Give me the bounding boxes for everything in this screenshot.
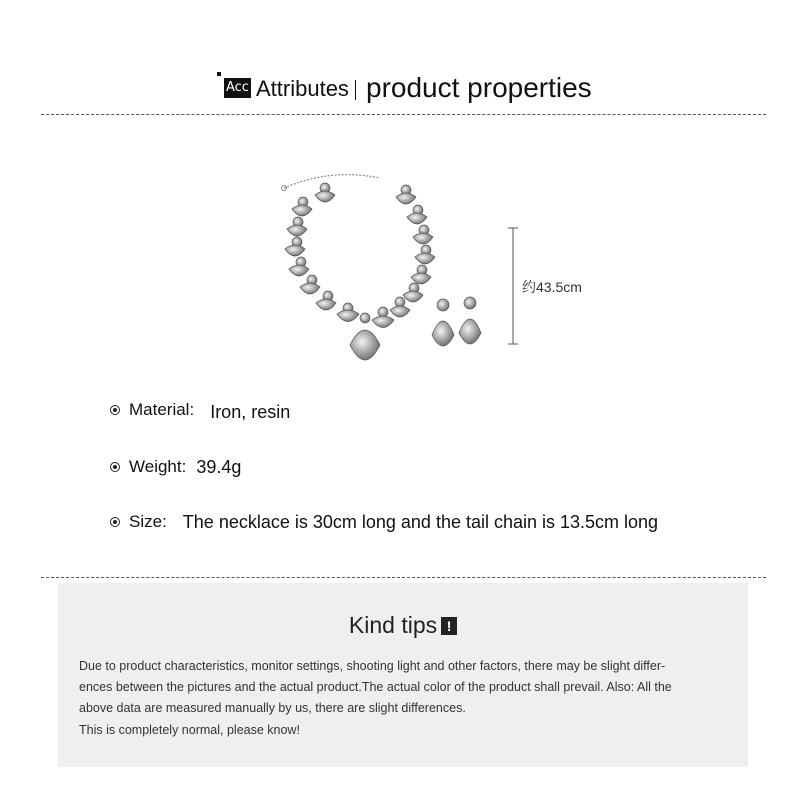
attribute-value: 39.4g (196, 456, 242, 477)
attribute-label: Size: (129, 512, 167, 531)
tips-line: Due to product characteristics, monitor settings, shooting light and other factors, there may be slight differ- (79, 659, 666, 673)
section-divider-top (41, 114, 766, 115)
alert-icon: ! (441, 617, 457, 635)
attribute-row-size (110, 507, 658, 537)
tips-line: above data are measured manually by us, there are slight differences. (79, 701, 466, 716)
page-title: product properties (366, 72, 592, 103)
header-divider (355, 80, 356, 100)
measurement-label: 约43.5cm (522, 279, 582, 295)
attribute-row-material (110, 395, 290, 425)
kind-tips-text (79, 656, 739, 741)
attribute-value: Iron, resin (210, 401, 291, 422)
header-badge: Acc (224, 78, 251, 98)
tips-line: ences between the pictures and the actual product.The actual color of the product shall prevail. Also: All the (79, 680, 672, 695)
kind-tips-heading (58, 610, 748, 640)
attribute-label: Weight: (129, 457, 187, 476)
tips-line: This is completely normal, please know! (79, 722, 300, 737)
header-mark (217, 72, 221, 76)
product-image (270, 160, 510, 380)
bullet-icon (110, 405, 120, 415)
section-divider-bottom (41, 577, 766, 578)
bullet-icon (110, 462, 120, 472)
attribute-value: The necklace is 30cm long and the tail chain is 13.5cm long (182, 511, 659, 532)
measurement-indicator (508, 227, 518, 345)
attribute-row-weight (110, 452, 241, 482)
attribute-label: Material: (129, 400, 195, 419)
bullet-icon (110, 517, 120, 527)
kind-tips-panel (58, 583, 748, 767)
header-title-en: Attributes (256, 76, 349, 101)
kind-tips-title: Kind tips (348, 612, 438, 638)
